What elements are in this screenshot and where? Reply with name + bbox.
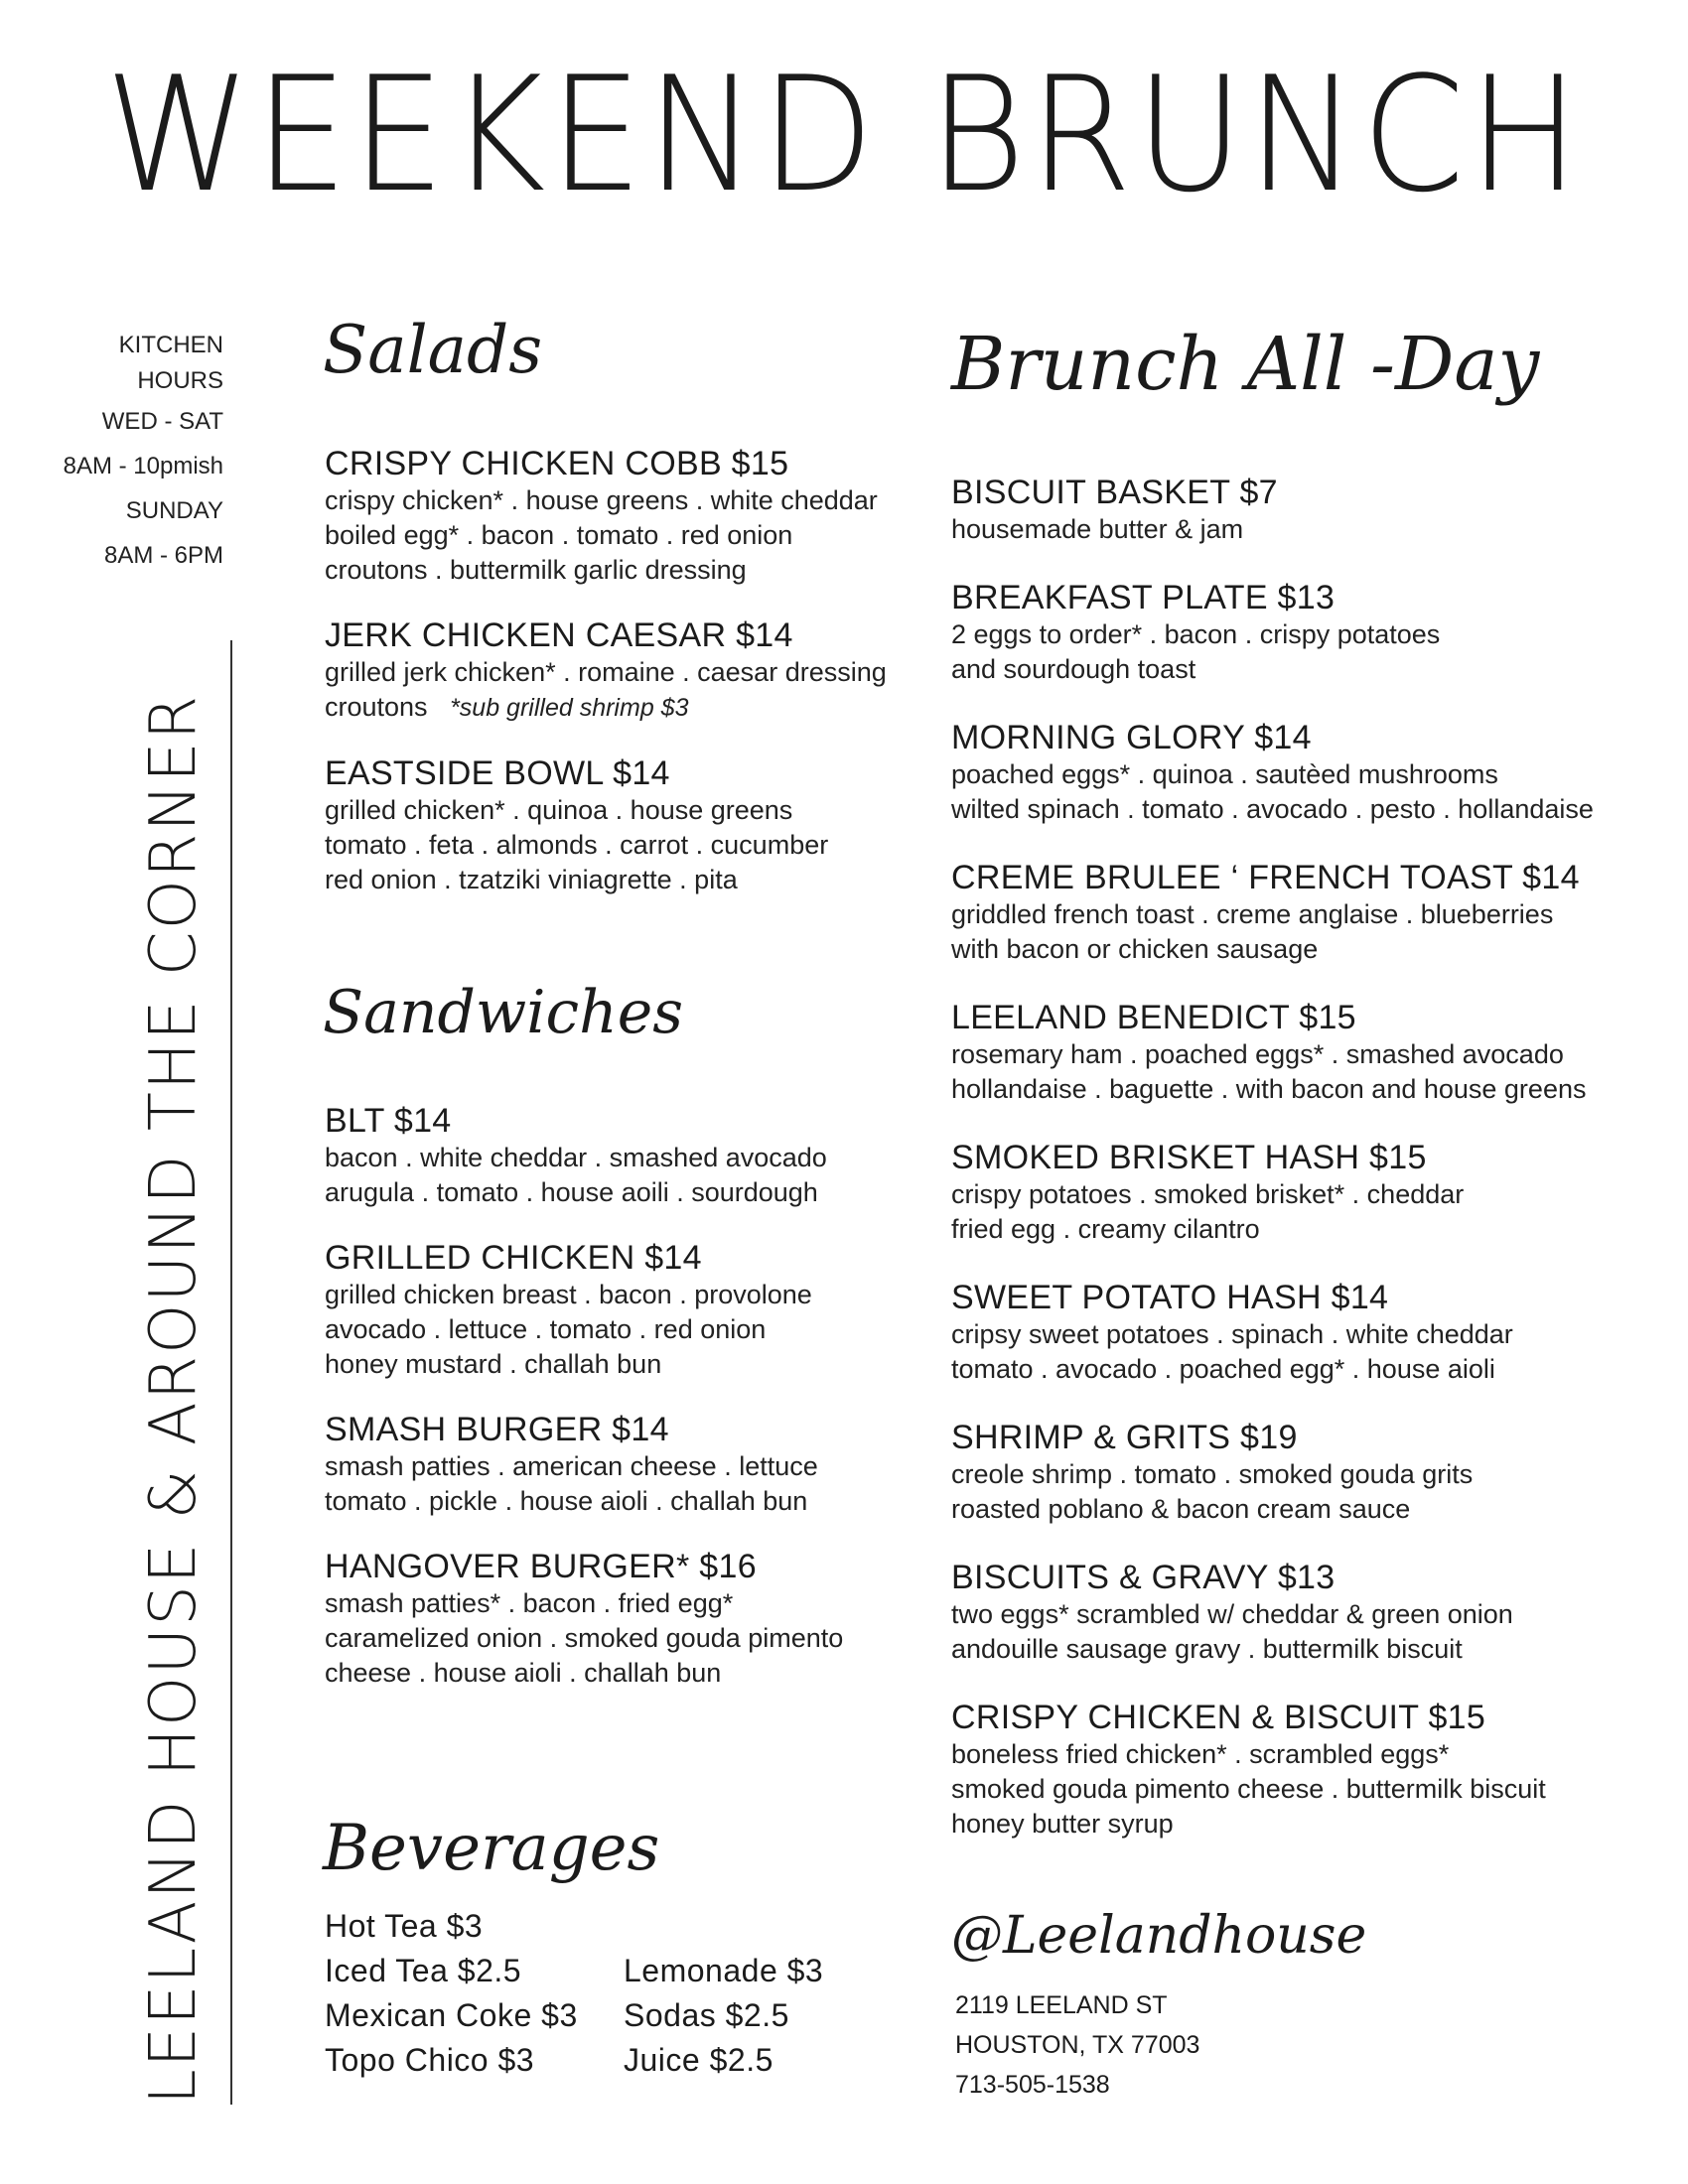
item-desc: cheese . house aioli . challah bun xyxy=(325,1658,722,1688)
item-desc: smash patties* . bacon . fried egg* xyxy=(325,1588,734,1618)
menu-item xyxy=(951,858,1594,967)
item-desc: poached eggs* . quinoa . sautèed mushrooms xyxy=(951,759,1498,789)
item-desc: fried egg . creamy cilantro xyxy=(951,1214,1260,1244)
item-desc: croutons xyxy=(325,692,428,722)
item-name: CRISPY CHICKEN & BISCUIT $15 xyxy=(951,1699,1486,1736)
item-desc: tomato . feta . almonds . carrot . cucumber xyxy=(325,830,829,860)
item-desc: avocado . lettuce . tomato . red onion xyxy=(325,1314,767,1344)
item-desc: honey butter syrup xyxy=(951,1809,1174,1839)
beverages-right-list xyxy=(624,1949,823,2083)
menu-item xyxy=(325,1101,843,1210)
sandwiches-heading: Sandwiches xyxy=(323,978,684,1047)
item-name: BISCUITS & GRAVY $13 xyxy=(951,1559,1336,1596)
item-name: JERK CHICKEN CAESAR $14 xyxy=(325,616,793,654)
item-name: SMOKED BRISKET HASH $15 xyxy=(951,1139,1427,1176)
salads-heading: Salads xyxy=(323,312,543,388)
sandwiches-list xyxy=(325,1101,843,1691)
item-name: HANGOVER BURGER* $16 xyxy=(325,1548,757,1585)
beverage-item: Lemonade $3 xyxy=(624,1953,824,1988)
beverage-item: Mexican Coke $3 xyxy=(325,1997,578,2033)
item-desc: arugula . tomato . house aoili . sourdough xyxy=(325,1177,818,1207)
beverage-item: Iced Tea $2.5 xyxy=(325,1953,522,1988)
item-name: CRISPY CHICKEN COBB $15 xyxy=(325,445,789,482)
item-desc: crispy potatoes . smoked brisket* . cheddar xyxy=(951,1179,1465,1209)
item-desc: tomato . pickle . house aioli . challah bun xyxy=(325,1486,808,1516)
item-desc: croutons . buttermilk garlic dressing xyxy=(325,555,747,585)
item-desc: smash patties . american cheese . lettuce xyxy=(325,1451,818,1481)
item-desc: cripsy sweet potatoes . spinach . white cheddar xyxy=(951,1319,1513,1349)
item-desc: 2 eggs to order* . bacon . crispy potatoes xyxy=(951,619,1441,649)
hours-time-sunday: 8AM - 6PM xyxy=(103,542,223,569)
item-desc: honey mustard . challah bun xyxy=(325,1349,662,1379)
menu-item xyxy=(951,1418,1594,1527)
address-block xyxy=(955,1985,1199,2105)
menu-item xyxy=(951,1698,1594,1842)
menu-item xyxy=(951,718,1594,827)
beverage-item: Topo Chico $3 xyxy=(325,2042,535,2078)
menu-item xyxy=(325,615,887,726)
item-desc: and sourdough toast xyxy=(951,654,1196,684)
item-desc: housemade butter & jam xyxy=(951,514,1244,544)
item-desc: red onion . tzatziki viniagrette . pita xyxy=(325,865,738,894)
phone-number: 713-505-1538 xyxy=(955,2071,1110,2099)
item-desc: boneless fried chicken* . scrambled eggs* xyxy=(951,1739,1450,1769)
instagram-handle: @Leelandhouse xyxy=(951,1906,1367,1966)
beverages-heading: Beverages xyxy=(323,1812,660,1885)
item-desc: grilled jerk chicken* . romaine . caesar dressing xyxy=(325,657,887,687)
item-name: MORNING GLORY $14 xyxy=(951,719,1312,756)
item-desc: creole shrimp . tomato . smoked gouda grits xyxy=(951,1459,1474,1489)
menu-item xyxy=(325,1547,843,1691)
menu-item xyxy=(951,1278,1594,1387)
beverage-item: Sodas $2.5 xyxy=(624,1997,789,2033)
item-desc: tomato . avocado . poached egg* . house aioli xyxy=(951,1354,1495,1384)
item-desc: with bacon or chicken sausage xyxy=(951,934,1319,964)
item-desc: caramelized onion . smoked gouda pimento xyxy=(325,1623,844,1653)
address-city: HOUSTON, TX 77003 xyxy=(955,2031,1200,2059)
item-name: LEELAND BENEDICT $15 xyxy=(951,999,1356,1036)
item-desc: griddled french toast . creme anglaise . blueberries xyxy=(951,899,1554,929)
menu-item xyxy=(325,753,887,897)
item-name: BREAKFAST PLATE $13 xyxy=(951,579,1336,616)
item-desc: grilled chicken* . quinoa . house greens xyxy=(325,795,793,825)
menu-item xyxy=(951,1138,1594,1247)
kitchen-hours xyxy=(5,328,223,578)
hours-days-sunday: SUNDAY xyxy=(125,497,223,524)
item-desc: rosemary ham . poached eggs* . smashed avocado xyxy=(951,1039,1564,1069)
page-title: WEEKEND BRUNCH xyxy=(104,42,1584,227)
item-desc: wilted spinach . tomato . avocado . pesto . hollandaise xyxy=(951,794,1594,824)
item-desc: bacon . white cheddar . smashed avocado xyxy=(325,1143,827,1172)
item-name: SWEET POTATO HASH $14 xyxy=(951,1279,1389,1316)
item-desc: andouille sausage gravy . buttermilk biscuit xyxy=(951,1634,1463,1664)
item-desc: smoked gouda pimento cheese . buttermilk biscuit xyxy=(951,1774,1546,1804)
beverage-item: Juice $2.5 xyxy=(624,2042,774,2078)
brunch-heading: Brunch All -Day xyxy=(951,322,1540,407)
hours-time-wed-sat: 8AM - 10pmish xyxy=(63,453,223,479)
item-desc: grilled chicken breast . bacon . provolone xyxy=(325,1280,812,1309)
item-name: EASTSIDE BOWL $14 xyxy=(325,754,670,792)
vertical-divider xyxy=(230,640,232,2105)
brunch-list xyxy=(951,473,1594,1842)
item-desc: crispy chicken* . house greens . white cheddar xyxy=(325,485,878,515)
item-note: *sub grilled shrimp $3 xyxy=(450,694,689,722)
item-desc-with-note xyxy=(325,690,887,726)
menu-item xyxy=(951,998,1594,1107)
beverage-item: Hot Tea $3 xyxy=(325,1908,484,1944)
salads-list xyxy=(325,444,887,897)
vertical-banner xyxy=(129,635,218,2105)
menu-item xyxy=(951,1558,1594,1667)
item-name: BISCUIT BASKET $7 xyxy=(951,474,1278,511)
item-desc: roasted poblano & bacon cream sauce xyxy=(951,1494,1411,1524)
hours-days-wed-sat: WED - SAT xyxy=(101,408,223,435)
vertical-banner-text: LEELAND HOUSE & AROUND THE CORNER xyxy=(137,693,211,2105)
item-name: SMASH BURGER $14 xyxy=(325,1411,669,1448)
item-name: BLT $14 xyxy=(325,1102,452,1140)
hours-label-line1: KITCHEN xyxy=(118,332,223,358)
item-name: SHRIMP & GRITS $19 xyxy=(951,1419,1298,1456)
item-desc: two eggs* scrambled w/ cheddar & green onion xyxy=(951,1599,1513,1629)
item-desc: boiled egg* . bacon . tomato . red onion xyxy=(325,520,793,550)
menu-item xyxy=(951,473,1594,547)
item-name: GRILLED CHICKEN $14 xyxy=(325,1239,702,1277)
menu-item xyxy=(325,1238,843,1382)
beverages-left-list xyxy=(325,1904,578,2083)
address-street: 2119 LEELAND ST xyxy=(955,1991,1168,2019)
menu-item xyxy=(325,444,887,588)
item-name: CREME BRULEE ‘ FRENCH TOAST $14 xyxy=(951,859,1580,896)
menu-item xyxy=(325,1410,843,1519)
menu-item xyxy=(951,578,1594,687)
item-desc: hollandaise . baguette . with bacon and house greens xyxy=(951,1074,1587,1104)
hours-label-line2: HOURS xyxy=(137,367,223,394)
